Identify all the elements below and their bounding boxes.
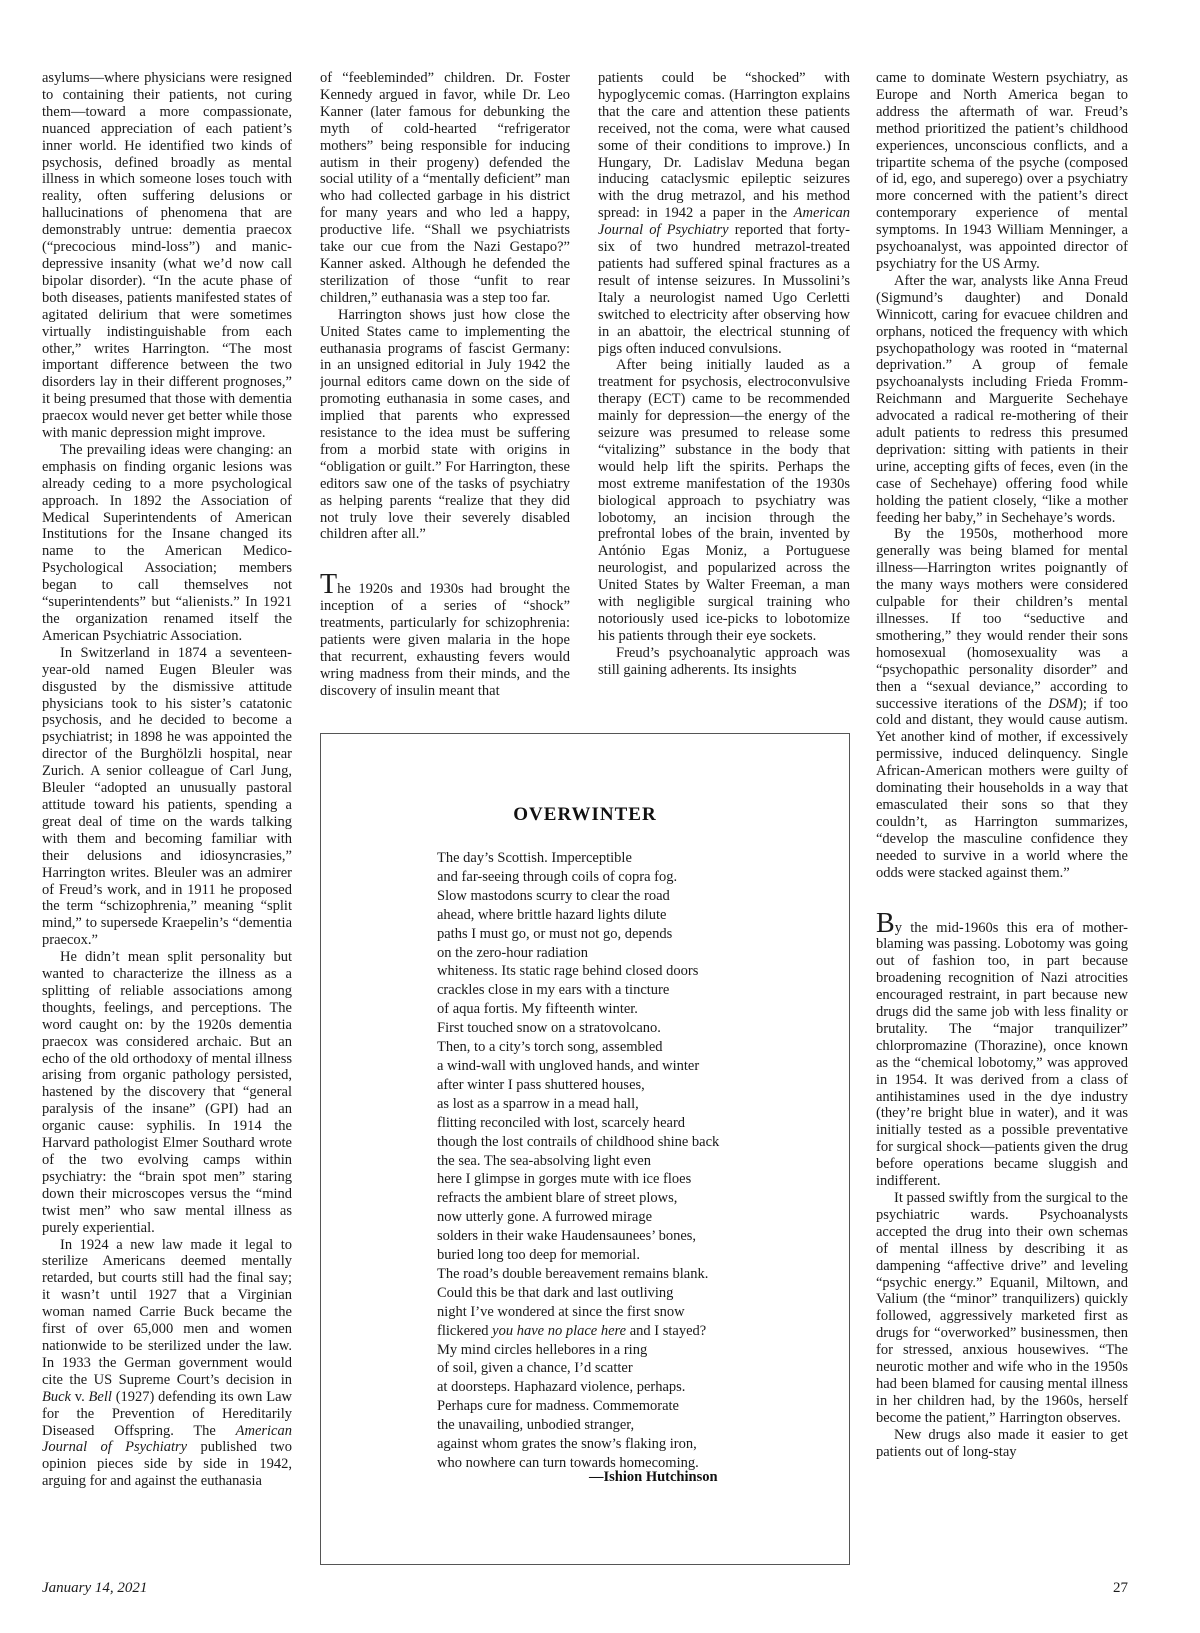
case-name: Bell	[88, 1388, 112, 1405]
poem-line: a wind-wall with ungloved hands, and winter	[437, 1057, 700, 1074]
paragraph: He didn’t mean split personality but wanted to characterize the illness as a splitting of reliable associations among thoughts, feelings, and perceptions. The word caught on: by the 1920s dementia praecox was considered archaic. But an echo of the old orthodoxy of mental illness arising from organic pathology persisted, hastened by the discovery that “general paralysis of the insane” (GPI) had an organic cause: syphilis. In 1914 the Harvard pathologist Elmer Southard wrote of the two evolving camps within psychiatry: the “brain spot men” staring down their microscopes versus the “mind twist men” who saw mental illness as purely experiential.	[42, 949, 292, 1236]
poem-line: who nowhere can turn towards homecoming.	[437, 1455, 699, 1471]
poem-line: Could this be that dark and last outliving	[437, 1284, 674, 1301]
poem-line: Perhaps cure for madness. Commemorate	[437, 1398, 679, 1415]
poem-line: on the zero-hour radiation	[437, 944, 588, 961]
poem-line: here I glimpse in gorges mute with ice floes	[437, 1171, 692, 1188]
dsm-title: DSM	[1048, 695, 1079, 712]
page-number: 27	[1113, 1580, 1128, 1596]
poem-line: ahead, where brittle hazard lights dilute	[437, 906, 667, 923]
poem-line: the sea. The sea-absolving light even	[437, 1152, 651, 1169]
poem-line: flickered you have no place here and I stayed?	[437, 1322, 707, 1339]
paragraph: It passed swiftly from the surgical to the psychiatric wards. Psychoanalysts accepted the drug into their own schemas of mental illness by describing it as dampening “affective drive” and leveling “psychic energy.” Equanil, Miltown, and Valium (the “minor” tranquilizers) quickly followed, aggressively marketed first as drugs for “overworked” businessmen, then for stressed, anxious housewives. “The neurotic mother and wife who in the 1950s had been blamed for causing mental illness in her children had, by the 1960s, herself become the patient,” Harrington observes.	[876, 1190, 1128, 1426]
article-column-2	[320, 70, 570, 720]
poem-line: whiteness. Its static rage behind closed doors	[437, 963, 699, 980]
poem-line: as lost as a sparrow in a mead hall,	[437, 1095, 639, 1112]
issue-date: January 14, 2021	[42, 1580, 148, 1596]
article-column-1	[42, 70, 292, 1565]
poem-line: of soil, given a chance, I’d scatter	[437, 1360, 633, 1377]
poem-line: at doorsteps. Haphazard violence, perhaps.	[437, 1379, 686, 1396]
poem-line: crackles close in my ears with a tincture	[437, 982, 670, 999]
poem-line: First touched snow on a stratovolcano.	[437, 1020, 661, 1037]
paragraph: The prevailing ideas were changing: an emphasis on finding organic lesions was already ceding to a more psychological approach. In 1892 the Association of Medical Superintendents of American Institutions for the Insane changed its name to the American Medico-Psychological Association; members began to call themselves not “superintendents” but “alienists.” In 1921 the organization renamed itself the American Psychiatric Association.	[42, 441, 292, 644]
poem-line: The road’s double bereavement remains blank.	[437, 1265, 709, 1282]
paragraph: asylums—where physicians were resigned to containing their patients, not curing them—toward a more compassionate, nuanced appreciation of each patient’s inner world. He identified two kinds of psychosis, defined broadly as mental illness in which someone loses touch with reality, often suffering delusions or hallucinations of phenomena that are demonstrably untrue: dementia praecox (“precocious mind-loss”) and manic-depressive insanity (what we’d now call bipolar disorder). “In the acute phase of both diseases, patients manifested states of agitated delirium that were sometimes virtually indistinguishable from each other,” writes Harrington. “The most important difference between the two disorders lay in their different prognoses,” it being presumed that those with dementia praecox would never get better while those with manic depression might improve.	[42, 70, 292, 442]
poem-box	[320, 733, 850, 1565]
poem-line: buried long too deep for memorial.	[437, 1247, 640, 1264]
paragraph: In 1924 a new law made it legal to sterilize Americans deemed mentally retarded, but courts still had the final say; it wasn’t until 1927 that a Virginian woman named Carrie Buck became the first of over 65,000 men and women nationwide to be sterilized under the law. In 1933 the German government would cite the US Supreme Court’s decision in Buck v. Bell (1927) defending its own Law for the Prevention of Hereditarily Diseased Offspring. The American Journal of Psychiatry published two opinion pieces side by side in 1942, arguing for and against the euthanasia	[42, 1236, 292, 1490]
poem-author: —Ishion Hutchinson	[589, 1469, 718, 1485]
journal-title: American Journal of Psychiatry	[42, 1422, 292, 1456]
poem-line: Slow mastodons scurry to clear the road	[437, 887, 670, 904]
poem-line: and far-seeing through coils of copra fog.	[437, 868, 678, 885]
poem-line: of aqua fortis. My fifteenth winter.	[437, 1001, 638, 1018]
poem-line: refracts the ambient blare of street plows,	[437, 1190, 678, 1207]
article-column-3	[598, 70, 850, 720]
poem-title: OVERWINTER	[513, 804, 657, 825]
poem-line: flitting reconciled with lost, scarcely heard	[437, 1114, 686, 1131]
paragraph: came to dominate Western psychiatry, as Europe and North America began to address the aftermath of war. Freud’s method prioritized the patient’s childhood experiences, unconscious conflicts, and a tripartite schema of the psyche (composed of id, ego, and superego) over a psychiatry more concerned with the patient’s direct contemporary experience of mental symptoms. In 1943 William Menninger, a psychoanalyst, was appointed director of psychiatry for the US Army.	[876, 70, 1128, 272]
poem-line: paths I must go, or must not go, depends	[437, 925, 673, 942]
drop-cap: B	[876, 907, 895, 939]
drop-cap: T	[320, 569, 338, 601]
poem-line: night I’ve wondered at since the first snow	[437, 1303, 685, 1320]
poem-line: the unavailing, unbodied stranger,	[437, 1417, 635, 1434]
paragraph: Harrington shows just how close the United States came to implementing the euthanasia programs of fascist Germany: in an unsigned editorial in July 1942 the journal editors came down on the side of promoting euthanasia in some cases, and implied that parents who expressed resistance to the idea must be suffering from a morbid state with origins in “obligation or guilt.” For Harrington, these editors saw one of the tasks of psychiatry as helping parents “realize that they did not truly love their severely disabled children after all.”	[320, 306, 570, 543]
journal-title: American Journal of Psychiatry	[598, 205, 850, 239]
poem-line: against whom grates the snow’s flaking iron,	[437, 1436, 697, 1453]
poem-line: The day’s Scottish. Imperceptible	[437, 850, 632, 866]
poem-line: now utterly gone. A furrowed mirage	[437, 1209, 653, 1226]
paragraph: New drugs also made it easier to get patients out of long-stay	[876, 1426, 1128, 1460]
paragraph: Freud’s psychoanalytic approach was still gaining adherents. Its insights	[598, 644, 850, 678]
paragraph: After the war, analysts like Anna Freud (Sigmund’s daughter) and Donald Winnicott, caring for evacuee children and orphans, noticed the frequency with which psychopathology was rooted in “maternal deprivation.” A group of female psychoanalysts including Frieda Fromm-Reichmann and Marguerite Sechehaye advocated a radical re-mothering of their adult patients to redress this presumed deprivation: sitting with patients in their urine, accepting gifts of feces, even (in the case of Sechehaye) offering food while holding the patient closely, “like a mother feeding her baby,” in Sechehaye’s words.	[876, 272, 1128, 526]
poem-line: Then, to a city’s torch song, assembled	[437, 1039, 663, 1056]
section-paragraph: The 1920s and 1930s had brought the inception of a series of “shock” treatments, particularly for schizophrenia: patients were given malaria in the hope that recurrent, exhausting fevers would wring madness from their minds, and the discovery of insulin meant that	[320, 569, 570, 699]
poem-line: solders in their wake Haudensaunees’ bones,	[437, 1228, 697, 1245]
poem-body	[437, 849, 837, 1473]
paragraph: In Switzerland in 1874 a seventeen-year-old named Eugen Bleuler was disgusted by the dismissive attitude physicians took to his sister’s catatonic psychosis, and he decided to become a psychiatrist; in 1898 he was appointed the director of the Burghölzli hospital, near Zurich. A senior colleague of Carl Jung, Bleuler “adopted an unusually pastoral attitude toward his patients, spending a great deal of time on the wards talking with them and becoming familiar with their delusions and idiosyncrasies,” Harrington writes. Bleuler was an admirer of Freud’s work, and in 1911 he proposed the term “schizophrenia,” meaning “split mind,” to supersede Kraepelin’s “dementia praecox.”	[42, 644, 292, 949]
poem-line: after winter I pass shuttered houses,	[437, 1076, 645, 1093]
paragraph: After being initially lauded as a treatment for psychosis, electroconvulsive therapy (ECT) came to be recommended mainly for depression—the energy of the seizure was presumed to release some “vitalizing” substance in the body that would help lift the spirits. Perhaps the most extreme manifestation of the 1930s biological approach to psychiatry was lobotomy, an incision through the prefrontal lobes of the brain, invented by António Egas Moniz, a Portuguese neurologist, and popularized across the United States by Walter Freeman, a man with negligible surgical training who notoriously used ice-picks to lobotomize his patients through their eye sockets.	[598, 357, 850, 644]
paragraph: patients could be “shocked” with hypoglycemic comas. (Harrington explains that the care and attention these patients received, not the coma, were what caused some of their conditions to improve.) In Hungary, Dr. Ladislav Meduna began inducing cataclysmic epileptic seizures with the drug metrazol, and his method spread: in 1942 a paper in the American Journal of Psychiatry reported that forty-six of two hundred metrazol-treated patients had suffered spinal fractures as a result of intense seizures. In Mussolini’s Italy a neurologist named Ugo Cerletti switched to electricity after observing how in an abattoir, the electrical stunning of pigs often induced convulsions.	[598, 70, 850, 357]
poem-line: though the lost contrails of childhood shine back	[437, 1133, 720, 1150]
case-name: Buck	[42, 1388, 71, 1405]
paragraph: By the 1950s, motherhood more generally was being blamed for mental illness—Harrington writes poignantly of the many ways mothers were considered culpable for their children’s mental illnesses. If too “seductive and smothering,” they would render their sons homosexual (homosexuality was a “psychopathic personality disorder” and then a “sexual deviance,” according to successive iterations of the DSM); if too cold and distant, they would cause autism. Yet another kind of mother, if excessively permissive, induced delinquency. Single African-American mothers were guilty of dominating their households in a way that emasculated their sons so that they couldn’t, as Harrington summarizes, “develop the masculine confidence they needed to survive in a world where the odds were stacked against them.”	[876, 526, 1128, 881]
article-column-4	[876, 70, 1128, 1565]
paragraph: of “feebleminded” children. Dr. Foster Kennedy argued in favor, while Dr. Leo Kanner (later famous for debunking the myth of cold-hearted “refrigerator mothers” being responsible for inducing autism in their progeny) defended the social utility of a “mentally deficient” man who had collected garbage in his district for many years and who led a happy, productive life. “Shall we psychiatrists take our cue from the Nazi Gestapo?” Kanner asked. Although he defended the sterilization of those “unfit to rear children,” euthanasia was a step too far.	[320, 70, 570, 306]
poem-line: My mind circles hellebores in a ring	[437, 1341, 648, 1358]
section-paragraph: By the mid-1960s this era of mother-blaming was passing. Lobotomy was going out of fashion too, in part because broadening recognition of Nazi atrocities encouraged restraint, in part because new drugs did the same job with less finality or brutality. The “major tranquilizer” chlorpromazine (Thorazine), once known as the “chemical lobotomy,” was approved in 1954. It was derived from a class of antihistamines used in the dye industry (they’re bright blue in water), and it was initially tested as a possible preventative for surgical shock—patients given the drug before operations became sluggish and indifferent.	[876, 907, 1128, 1190]
